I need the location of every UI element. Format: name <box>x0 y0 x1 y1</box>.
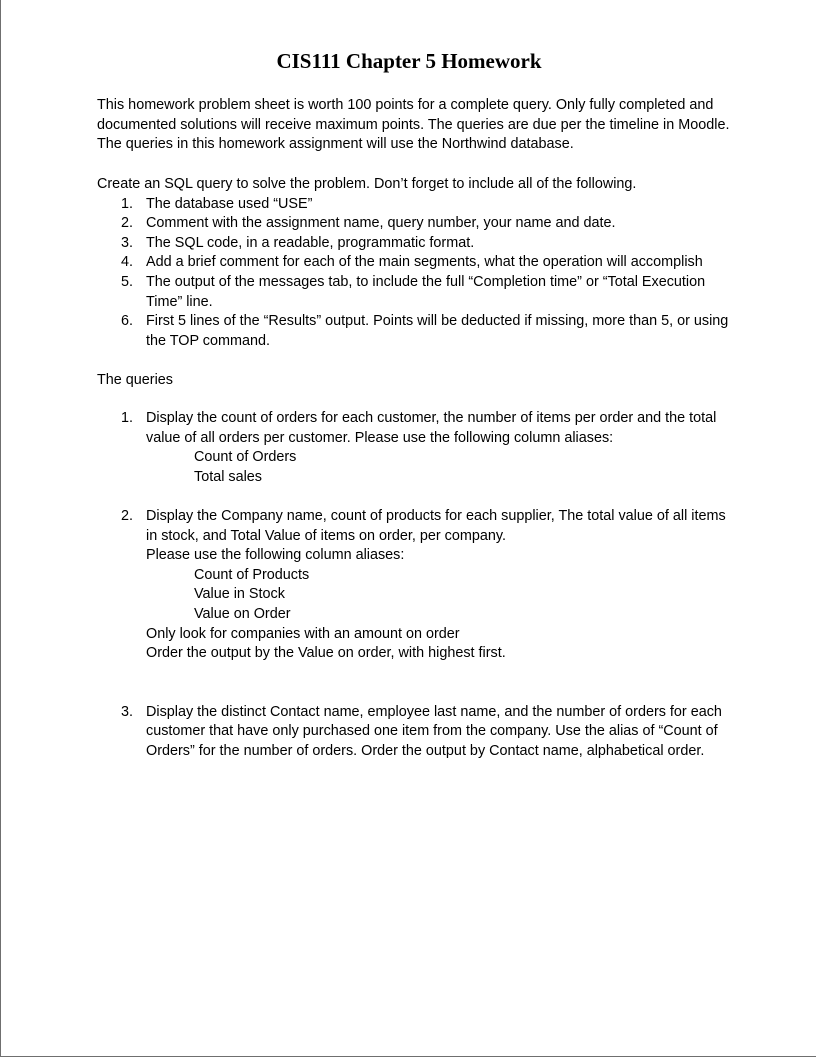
column-alias: Total sales <box>194 468 262 485</box>
intro-paragraph: This homework problem sheet is worth 100 points for a complete query. Only fully completed and documented solutions will receive maximum points. The queries are due per the timeline in Moodle. The queries in this homework assignment will use the Northwind database. <box>97 97 730 153</box>
queries-list <box>97 409 737 762</box>
query-note: Only look for companies with an amount on order <box>146 625 460 642</box>
list-item-number: 4. <box>121 254 134 271</box>
list-item-text: First 5 lines of the “Results” output. Points will be deducted if missing, more than 5, or using the TOP command. <box>146 313 729 349</box>
query-text: Display the distinct Contact name, employee last name, and the number of orders for each customer that have only purchased one item from the company. Use the alias of “Count of Orders” for the number of orders. Order the output by Contact name, alphabetical order. <box>146 703 722 759</box>
instructions-list <box>97 195 737 352</box>
column-alias: Count of Orders <box>194 449 297 466</box>
instructions-lead: Create an SQL query to solve the problem. Don’t forget to include all of the following. <box>97 176 637 192</box>
list-item-number: 6. <box>121 313 134 330</box>
list-item-number: 2. <box>121 215 134 232</box>
column-alias: Value in Stock <box>194 586 285 603</box>
aliases-lead: Please use the following column aliases: <box>146 547 405 564</box>
list-item-number: 1. <box>121 195 134 212</box>
list-item-text: The output of the messages tab, to include the full “Completion time” or “Total Execution Time” line. <box>146 273 706 310</box>
query-number: 1. <box>121 410 134 426</box>
column-alias: Count of Products <box>194 566 310 583</box>
list-item-text: The database used “USE” <box>146 195 313 212</box>
page-title: CIS111 Chapter 5 Homework <box>276 49 542 73</box>
list-item <box>97 195 737 215</box>
list-item-text: The SQL code, in a readable, programmatic format. <box>146 234 475 251</box>
query-note: Order the output by the Value on order, with highest first. <box>146 645 506 662</box>
list-item <box>97 234 737 254</box>
queries-heading: The queries <box>97 372 173 388</box>
list-item-text: Add a brief comment for each of the main segments, what the operation will accomplish <box>146 254 703 271</box>
query-number: 3. <box>121 703 134 720</box>
list-item <box>97 312 737 351</box>
query-number: 2. <box>121 507 134 524</box>
list-item-number: 3. <box>121 234 134 251</box>
list-item <box>97 273 737 312</box>
list-item <box>97 253 737 273</box>
query-item-1 <box>97 409 737 487</box>
query-text: Display the Company name, count of products for each supplier, The total value of all items in stock, and Total Value of items on order, per company. <box>146 507 726 544</box>
list-item <box>97 214 737 234</box>
queries-section <box>97 409 737 781</box>
query-item-3 <box>97 703 737 762</box>
list-item-text: Comment with the assignment name, query number, your name and date. <box>146 215 616 232</box>
instructions-section <box>97 175 737 351</box>
list-item-number: 5. <box>121 273 134 290</box>
query-item-2 <box>97 507 737 664</box>
query-text: Display the count of orders for each customer, the number of items per order and the total value of all orders per customer. Please use the following column aliases: <box>146 410 717 446</box>
column-alias: Value on Order <box>194 605 291 622</box>
